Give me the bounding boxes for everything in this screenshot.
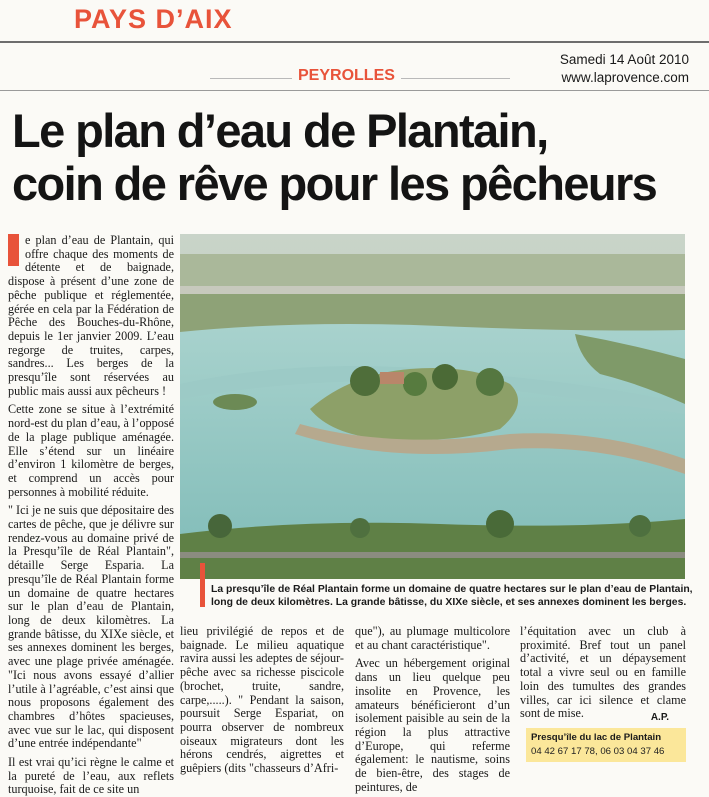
- headline-line-1: Le plan d’eau de Plantain,: [12, 104, 548, 157]
- location-kicker: PEYROLLES: [292, 67, 401, 85]
- issue-date: Samedi 14 Août 2010: [559, 52, 689, 67]
- article-column-1: [8, 233, 174, 797]
- headline-line-2: coin de rêve pour les pêcheurs: [12, 157, 657, 210]
- dropcap-bar: [8, 234, 19, 266]
- paragraph-birds: que"), au plumage multicolore et au chant caractéristique".: [355, 624, 510, 652]
- article-column-2: lieu privilégié de repos et de baignade. Le milieu aquatique ravira aussi les adeptes de séjour-pêche avec sa richesse piscicole (brochet, truite, sandre, carpe,.....). " Pendant la saison, poursuit Serge Espariat, on pourra observer de nombreux oiseaux migrateurs dont les hérons cendrés, aigrettes et guêpiers (dits "chasseurs d’Afri-: [180, 624, 344, 776]
- info-title: Presqu’île du lac de Plantain: [531, 732, 662, 743]
- lake-aerial-image: [180, 234, 685, 579]
- paragraph-lodging: Avec un hébergement original dans un lieu quelque peu insolite en Provence, les amateurs bénéficieront d’un isolement paisible au sein de la région la plus attractive d’Europe, qui referme également: le nautisme, soins de bien-être, des stages de peintures, de: [355, 656, 510, 794]
- article-column-3: [355, 624, 510, 794]
- author-signature: A.P.: [650, 712, 669, 723]
- caption-marker: [200, 563, 205, 607]
- info-box: [526, 728, 686, 762]
- info-phones: 04 42 67 17 78, 06 03 04 37 46: [531, 746, 665, 757]
- headline: [12, 104, 702, 210]
- headline-rule: [0, 90, 709, 91]
- paragraph-intro: e plan d’eau de Plantain, qui offre chaque des moments de détente et de baignade, dispose à présent d’une zone de pêche publique et réglementée, gérée en cela par la Fédération de Pêche des Bouches-du-Rhône, depuis le 1er janvier 2009. L’eau regorge de truites, carpes, sandres... Les berges de la presqu’île sont réservées au public mais aussi aux pêcheurs !: [8, 233, 174, 398]
- header-rule: [0, 41, 709, 43]
- paragraph-calm: Il est vrai qu’ici règne le calme et la pureté de l’eau, aux reflets turquoise, fait de ce site un: [8, 755, 174, 797]
- section-title: PAYS D’AIX: [74, 4, 233, 34]
- paragraph-location: Cette zone se situe à l’extrémité nord-est du plan d’eau, à l’opposé de la plage publique aménagée. Elle s’étend sur un linéaire d’environ 1 kilomètre de berges, et comprend un accès pour personnes à mobilité réduite.: [8, 402, 174, 499]
- paragraph-quote: " Ici je ne suis que dépositaire des cartes de pêche, que je délivre sur rendez-vous au domaine privé de la Presqu’île de Réal Plantain", détaille Serge Esparia. La presqu’île de Réal Plantain forme un domaine de quatre hectares sur le plan d’eau de Plantain, long de deux kilomètres. La grande bâtisse, du XIXe siècle, et ses annexes dominent les berges, avec une plage privée aménagée. "Ici nous avons essayé d’allier l’utile à l’agréable, c’est ainsi que nous proposons également des chambres d’hôtes spacieuses, avec vue sur le lac, qui disposent d’une entrée indépendante": [8, 503, 174, 751]
- issue-info: [560, 51, 689, 87]
- website: www.laprovence.com: [561, 70, 689, 85]
- photo-caption: La presqu’île de Réal Plantain forme un domaine de quatre hectares sur le plan d’eau de Plantain, long de deux kilomètres. La grande bâtisse, du XIXe siècle, et ses annexes dominent les berges.: [211, 584, 693, 609]
- article-column-4: l’équitation avec un club à proximité. Bref tout un panel d’activité, et un dépaysement total a vivre seul ou en famille loin des tumultes des grandes villes, car ici silence et clame sont de mise.: [520, 624, 686, 721]
- lake-photo: [180, 234, 685, 579]
